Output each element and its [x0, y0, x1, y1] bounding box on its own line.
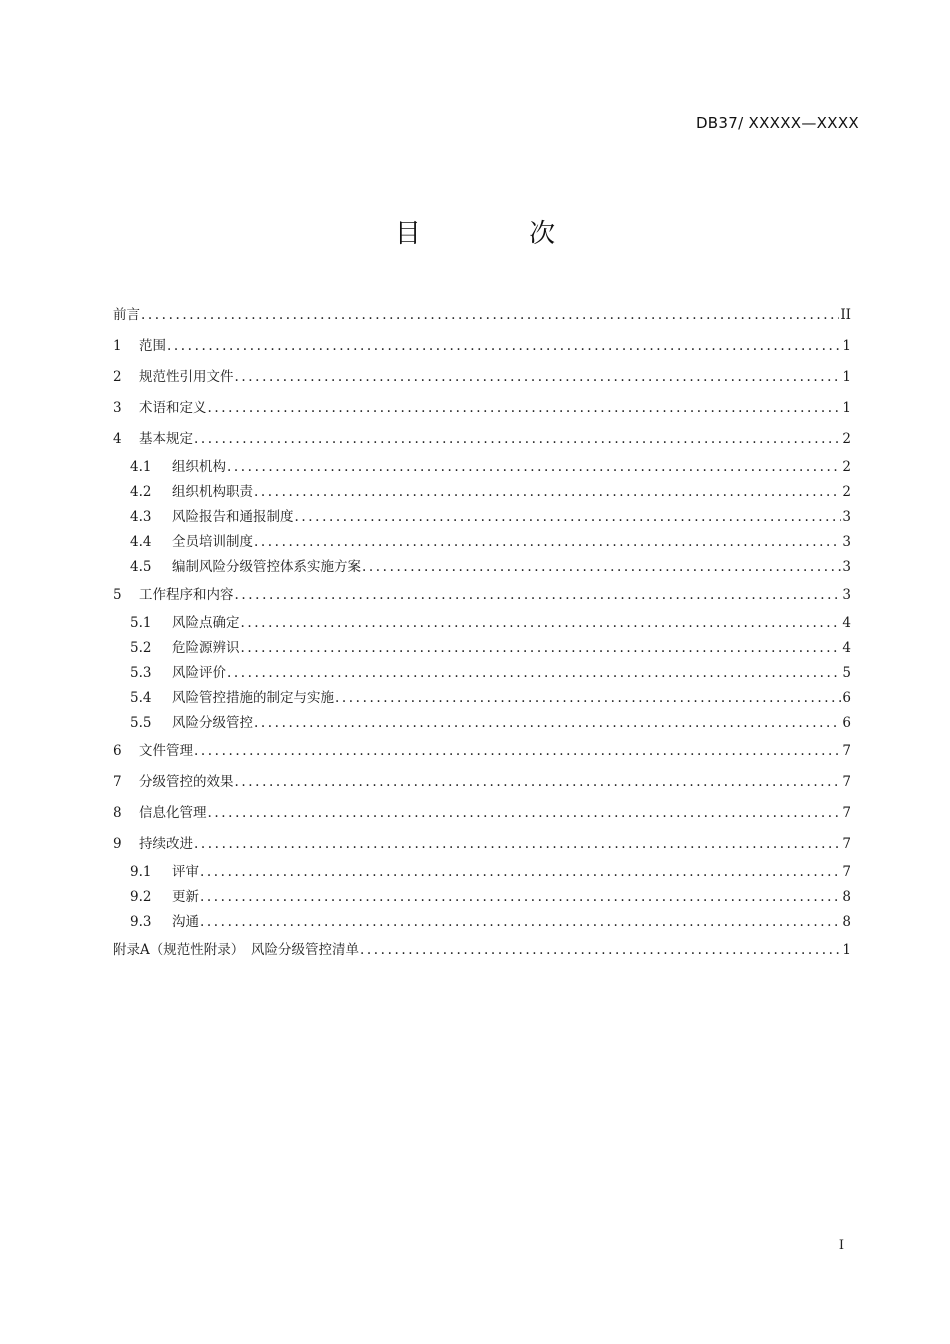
toc-entry-number: 6: [113, 743, 122, 759]
toc-entry[interactable]: [113, 885, 851, 910]
toc-dot-leader: [254, 711, 841, 736]
toc-entry-number: 4.3: [130, 509, 152, 525]
toc-entry-page: 4: [842, 640, 851, 656]
toc-dot-leader: [241, 636, 842, 661]
toc-entry-number: 5.4: [130, 690, 152, 706]
toc-dot-leader: [235, 580, 842, 611]
toc-entry-label: 风险分级管控: [172, 715, 253, 731]
toc-entry-label: 规范性引用文件: [139, 369, 234, 385]
toc-entry-label: 基本规定: [139, 431, 193, 447]
toc-entry-number: 5.5: [130, 715, 152, 731]
toc-dot-leader: [141, 300, 839, 331]
toc-entry-number: 5.3: [130, 665, 152, 681]
toc-entry-page: 3: [842, 534, 851, 550]
toc-entry[interactable]: [113, 362, 851, 393]
toc-dot-leader: [200, 860, 841, 885]
toc-entry[interactable]: [113, 860, 851, 885]
toc-entry-page: 6: [842, 715, 851, 731]
toc-entry[interactable]: [113, 736, 851, 767]
toc-entry-page: 8: [842, 914, 851, 930]
toc-entry[interactable]: [113, 686, 851, 711]
toc-dot-leader: [360, 935, 841, 966]
toc-entry-number: 9.3: [130, 914, 152, 930]
toc-entry[interactable]: [113, 300, 851, 331]
toc-entry-number: 9.2: [130, 889, 152, 905]
toc-entry-number: 2: [113, 369, 122, 385]
toc-entry-page: 2: [842, 484, 851, 500]
toc-entry-number: 8: [113, 805, 122, 821]
toc-entry[interactable]: [113, 910, 851, 935]
toc-entry-label: 文件管理: [139, 743, 193, 759]
toc-entry-number: 4.5: [130, 559, 152, 575]
toc-entry-page: 1: [842, 338, 851, 354]
toc-entry-page: II: [840, 307, 851, 323]
toc-entry-number: 4.2: [130, 484, 152, 500]
toc-entry-number: 5.1: [130, 615, 152, 631]
toc-entry-label: 风险评价: [172, 665, 226, 681]
toc-entry-label: 组织机构: [172, 459, 226, 475]
toc-dot-leader: [167, 331, 841, 362]
toc-entry-page: 7: [842, 836, 851, 852]
toc-entry-page: 2: [842, 431, 851, 447]
toc-entry-page: 2: [842, 459, 851, 475]
toc-entry[interactable]: [113, 636, 851, 661]
toc-entry-page: 7: [842, 774, 851, 790]
toc-dot-leader: [227, 661, 841, 686]
toc-dot-leader: [254, 480, 841, 505]
toc-dot-leader: [208, 393, 842, 424]
toc-entry[interactable]: [113, 611, 851, 636]
toc-entry[interactable]: [113, 935, 851, 966]
toc-entry-number: 4.1: [130, 459, 152, 475]
page-number: I: [838, 1238, 844, 1253]
table-of-contents: [113, 300, 851, 966]
toc-dot-leader: [200, 885, 841, 910]
toc-dot-leader: [235, 362, 842, 393]
toc-entry-number: 4.4: [130, 534, 152, 550]
toc-entry[interactable]: [113, 480, 851, 505]
toc-entry-page: 7: [842, 864, 851, 880]
toc-entry-number: 5: [113, 587, 122, 603]
toc-dot-leader: [295, 505, 842, 530]
toc-entry[interactable]: [113, 555, 851, 580]
toc-entry[interactable]: [113, 798, 851, 829]
toc-entry-page: 3: [842, 587, 851, 603]
toc-entry-label: 持续改进: [139, 836, 193, 852]
toc-entry-page: 3: [842, 559, 851, 575]
toc-entry[interactable]: [113, 530, 851, 555]
toc-entry-label: 前言: [113, 307, 140, 323]
toc-entry-page: 3: [842, 509, 851, 525]
toc-entry-label: 信息化管理: [139, 805, 207, 821]
toc-entry-label: 附录A（规范性附录） 风险分级管控清单: [113, 942, 359, 958]
toc-dot-leader: [227, 455, 841, 480]
toc-entry-page: 4: [842, 615, 851, 631]
toc-entry-number: 5.2: [130, 640, 152, 656]
toc-entry-label: 范围: [139, 338, 166, 354]
toc-entry-label: 危险源辨识: [172, 640, 240, 656]
page-title: 目 次: [394, 219, 606, 249]
toc-entry-label: 更新: [172, 889, 199, 905]
toc-entry-number: 3: [113, 400, 122, 416]
toc-dot-leader: [335, 686, 841, 711]
toc-entry-page: 7: [842, 805, 851, 821]
document-code: DB37/ XXXXX—XXXX: [695, 114, 859, 132]
toc-dot-leader: [362, 555, 841, 580]
toc-entry-number: 4: [113, 431, 122, 447]
toc-entry[interactable]: [113, 455, 851, 480]
toc-entry-page: 8: [842, 889, 851, 905]
toc-dot-leader: [194, 829, 841, 860]
toc-dot-leader: [235, 767, 842, 798]
toc-entry-page: 7: [842, 743, 851, 759]
toc-entry-page: 1: [842, 369, 851, 385]
toc-entry-label: 风险报告和通报制度: [172, 509, 294, 525]
toc-dot-leader: [200, 910, 841, 935]
toc-entry-number: 7: [113, 774, 122, 790]
toc-entry-number: 9.1: [130, 864, 152, 880]
toc-entry-label: 沟通: [172, 914, 199, 930]
toc-entry[interactable]: [113, 829, 851, 860]
toc-entry-number: 1: [113, 338, 122, 354]
toc-entry-label: 分级管控的效果: [139, 774, 234, 790]
toc-entry-page: 1: [842, 942, 851, 958]
toc-entry-label: 全员培训制度: [172, 534, 253, 550]
toc-entry-label: 工作程序和内容: [139, 587, 234, 603]
toc-entry[interactable]: [113, 393, 851, 424]
toc-dot-leader: [194, 424, 841, 455]
toc-entry[interactable]: [113, 424, 851, 455]
toc-entry-label: 评审: [172, 864, 199, 880]
toc-dot-leader: [208, 798, 842, 829]
toc-entry-page: 6: [842, 690, 851, 706]
toc-entry[interactable]: [113, 711, 851, 736]
toc-entry-label: 风险点确定: [172, 615, 240, 631]
toc-entry[interactable]: [113, 661, 851, 686]
toc-entry-number: 9: [113, 836, 122, 852]
toc-entry[interactable]: [113, 505, 851, 530]
toc-entry-label: 术语和定义: [139, 400, 207, 416]
toc-entry-label: 组织机构职责: [172, 484, 253, 500]
toc-entry[interactable]: [113, 580, 851, 611]
toc-entry-label: 编制风险分级管控体系实施方案: [172, 559, 361, 575]
toc-entry-page: 1: [842, 400, 851, 416]
toc-entry[interactable]: [113, 331, 851, 362]
toc-dot-leader: [194, 736, 841, 767]
toc-entry-page: 5: [842, 665, 851, 681]
toc-entry[interactable]: [113, 767, 851, 798]
toc-dot-leader: [254, 530, 841, 555]
toc-dot-leader: [241, 611, 842, 636]
toc-entry-label: 风险管控措施的制定与实施: [172, 690, 334, 706]
